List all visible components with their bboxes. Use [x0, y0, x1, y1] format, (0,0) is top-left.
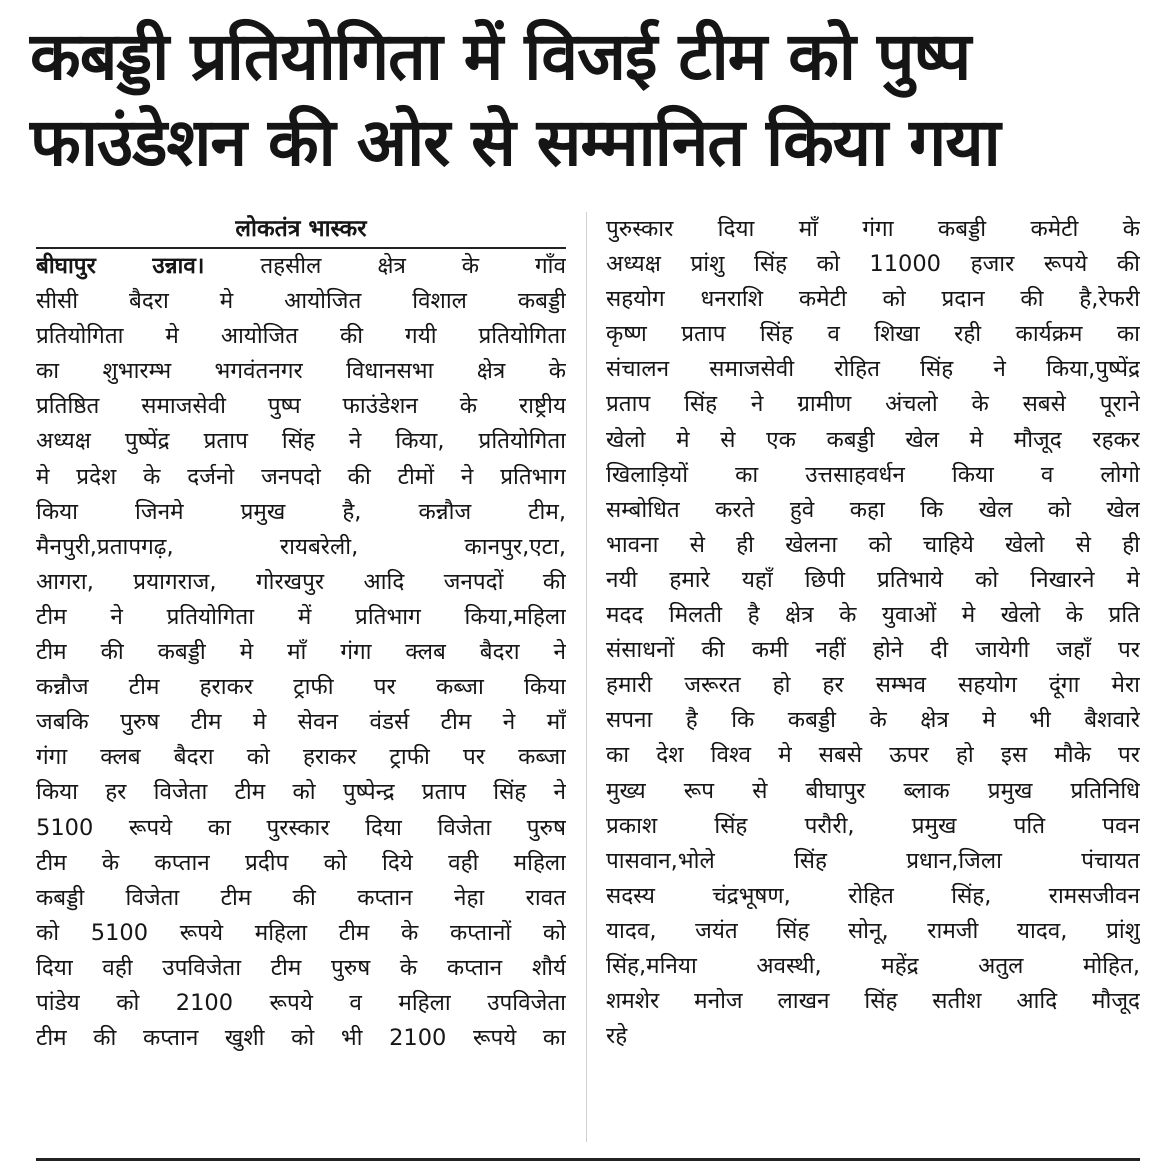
article-line: पासवान,भोले सिंह प्रधान,जिला पंचायत [606, 847, 1140, 874]
article-line: जबकि पुरुष टीम मे सेवन वंडर्स टीम ने माँ [36, 709, 566, 736]
top-edge [0, 0, 1172, 6]
article-column-right [606, 212, 1140, 1054]
article-line: प्रकाश सिंह परौरी, प्रमुख पति पवन [606, 812, 1140, 839]
article-line: प्रताप सिंह ने ग्रामीण अंचलो के सबसे पूराने [606, 391, 1140, 418]
article-line: किया जिनमे प्रमुख है, कन्नौज टीम, [36, 498, 566, 525]
byline: लोकतंत्र भास्कर [36, 212, 566, 249]
bottom-rule [36, 1158, 1140, 1161]
article-line: रहे [606, 1023, 628, 1050]
article-line: 5100 रूपये का पुरस्कार दिया विजेता पुरुष [36, 814, 566, 841]
article-line: गंगा क्लब बैदरा को हराकर ट्राफी पर कब्जा [36, 744, 566, 771]
article-line: टीम की कबड्डी मे माँ गंगा क्लब बैदरा ने [36, 639, 566, 666]
article-line: मे प्रदेश के दर्जनो जनपदो की टीमों ने प्रतिभाग [36, 463, 566, 490]
article-line: प्रतियोगिता मे आयोजित की गयी प्रतियोगिता [36, 323, 566, 350]
article-line: कबड्डी विजेता टीम की कप्तान नेहा रावत [36, 884, 566, 911]
article-line: टीम के कप्तान प्रदीप को दिये वही महिला [36, 849, 566, 876]
article-line: सिंह,मनिया अवस्थी, महेंद्र अतुल मोहित, [606, 952, 1140, 979]
article-line: को 5100 रूपये महिला टीम के कप्तानों को [36, 919, 566, 946]
article-line: मदद मिलती है क्षेत्र के युवाओं मे खेलो के प्रति [606, 602, 1140, 629]
dateline: बीघापुर उन्नाव। [36, 253, 205, 279]
article-line: हमारी जरूरत हो हर सम्भव सहयोग दूंगा मेरा [606, 672, 1140, 699]
headline-line-2: फाउंडेशन की ओर से सम्मानित किया गया [30, 104, 1000, 181]
headline [30, 14, 1150, 186]
article-line: यादव, जयंत सिंह सोनू, रामजी यादव, प्रांशु [606, 917, 1140, 944]
headline-line-1: कबड्डी प्रतियोगिता में विजई टीम को पुष्प [30, 18, 971, 95]
article-line: टीम की कप्तान खुशी को भी 2100 रूपये का [36, 1025, 566, 1052]
article-line: कृष्ण प्रताप सिंह व शिखा रही कार्यक्रम का [606, 321, 1140, 348]
article-line: पुरुस्कार दिया माँ गंगा कबड्डी कमेटी के [606, 216, 1140, 242]
article-line: का शुभारम्भ भगवंतनगर विधानसभा क्षेत्र के [36, 358, 566, 385]
article-line: टीम ने प्रतियोगिता में प्रतिभाग किया,महिला [36, 603, 566, 630]
article-line: अध्यक्ष पुष्पेंद्र प्रताप सिंह ने किया, प्रतियोगिता [36, 428, 566, 455]
article-line [36, 249, 566, 284]
article-line: भावना से ही खेलना को चाहिये खेलो से ही [606, 531, 1140, 558]
article-line: मुख्य रूप से बीघापुर ब्लाक प्रमुख प्रतिनिधि [606, 777, 1140, 804]
article-line: सदस्य चंद्रभूषण, रोहित सिंह, रामसजीवन [606, 882, 1140, 909]
article-line: सम्बोधित करते हुवे कहा कि खेल को खेल [606, 496, 1140, 523]
article-line: सपना है कि कबड्डी के क्षेत्र मे भी बैशवारे [606, 707, 1140, 734]
article-line: सीसी बैदरा मे आयोजित विशाल कबड्डी [36, 288, 566, 315]
article-line: शमशेर मनोज लाखन सिंह सतीश आदि मौजूद [606, 988, 1140, 1015]
article-line: मैनपुरी,प्रतापगढ़, रायबरेली, कानपुर,एटा, [36, 533, 566, 560]
article-line: का देश विश्व मे सबसे ऊपर हो इस मौके पर [606, 742, 1140, 769]
article-line: प्रतिष्ठित समाजसेवी पुष्प फाउंडेशन के राष्ट्रीय [36, 393, 566, 420]
article-line: दिया वही उपविजेता टीम पुरुष के कप्तान शौर्य [36, 954, 566, 981]
article-line: आगरा, प्रयागराज, गोरखपुर आदि जनपदों की [36, 568, 566, 595]
article-line: अध्यक्ष प्रांशु सिंह को 11000 हजार रूपये की [606, 251, 1140, 278]
article-line: पांडेय को 2100 रूपये व महिला उपविजेता [36, 989, 566, 1016]
article-line: नयी हमारे यहाँ छिपी प्रतिभाये को निखारने मे [606, 566, 1140, 593]
article-line: संचालन समाजसेवी रोहित सिंह ने किया,पुष्पेंद्र [606, 356, 1140, 383]
column-divider [586, 212, 587, 1142]
article-line: संसाधनों की कमी नहीं होने दी जायेगी जहाँ पर [606, 637, 1140, 664]
article-line: कन्नौज टीम हराकर ट्राफी पर कब्जा किया [36, 674, 566, 701]
article-column-left [36, 212, 566, 1056]
article-line: खेलो मे से एक कबड्डी खेल मे मौजूद रहकर [606, 426, 1140, 453]
article-line: सहयोग धनराशि कमेटी को प्रदान की है,रेफरी [606, 286, 1140, 313]
article-line: खिलाड़ियों का उत्तसाहवर्धन किया व लोगो [606, 461, 1140, 488]
article-line-text: तहसील क्षेत्र के गाँव [204, 253, 566, 279]
article-line: किया हर विजेता टीम को पुष्पेन्द्र प्रताप सिंह ने [36, 779, 566, 806]
